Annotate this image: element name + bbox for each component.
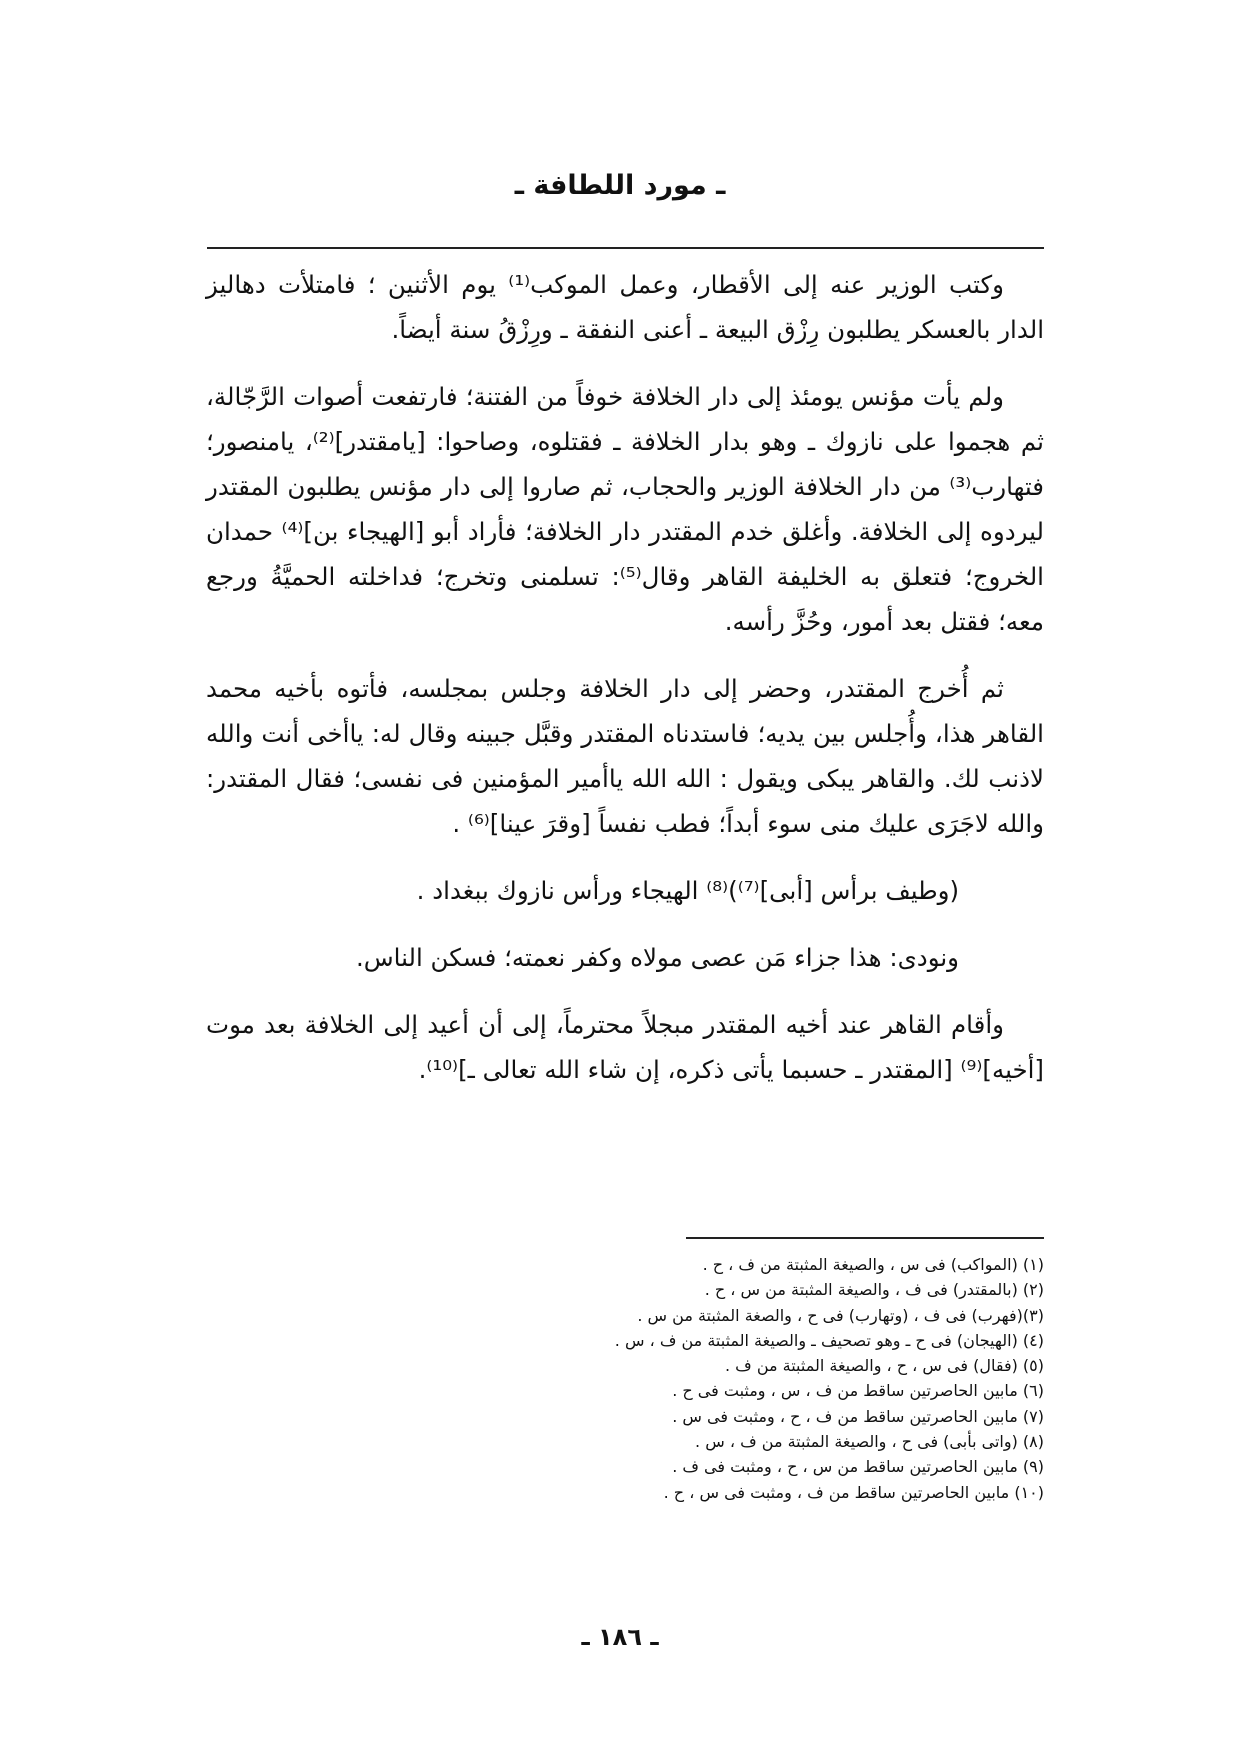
- footnote-4: (٤) (الهيجان) فى ح ـ وهو تصحيف ـ والصيغة المثبتة من ف ، س .: [614, 1330, 1044, 1350]
- footnote-8: (٨) (واتى بأبى) فى ح ، والصيغة المثبتة من ف ، س .: [695, 1432, 1044, 1452]
- footnote-10: (١٠) مابين الحاصرتين ساقط من ف ، ومثبت فى س ، ح .: [663, 1482, 1044, 1502]
- footnote-7: (٧) مابين الحاصرتين ساقط من ف ، ح ، ومثبت فى س .: [672, 1406, 1044, 1426]
- main-text: [206, 262, 1044, 1114]
- footnote-3: (٣)(فهرب) فى ف ، (وتهارب) فى ح ، والصغة المثبتة من س .: [637, 1305, 1044, 1325]
- footnote-5: (٥) (فقال) فى س ، ح ، والصيغة المثبتة من ف .: [724, 1356, 1044, 1376]
- footnotes-list: [424, 1252, 1044, 1505]
- paragraph-6: وأقام القاهر عند أخيه المقتدر مبجلاً محترماً، إلى أن أعيد إلى الخلافة بعد موت [أخيه]⁽⁹⁾ [المقتدر ـ حسبما يأتى ذكره، إن شاء الله تعالى ـ]⁽¹⁰⁾.: [206, 1010, 1044, 1084]
- page-number: ـ ١٨٦ ـ: [581, 1623, 659, 1651]
- paragraph-5: ونودى: هذا جزاء مَن عصى مولاه وكفر نعمته؛ فسكن الناس.: [355, 943, 959, 972]
- footnote-6: (٦) مابين الحاصرتين ساقط من ف ، س ، ومثبت فى ح .: [672, 1381, 1044, 1401]
- running-title: ـ مورد اللطافة ـ: [514, 170, 726, 201]
- header-rule: [207, 247, 1044, 249]
- footnote-1: (١) (المواكب) فى س ، والصيغة المثبتة من ف ، ح .: [702, 1255, 1044, 1274]
- paragraph-3: ثم أُخرج المقتدر، وحضر إلى دار الخلافة وجلس بمجلسه، فأتوه بأخيه محمد القاهر هذا، وأُجلس بين يديه؛ فاستدناه المقتدر وقبَّل جبينه وقال له: ياأخى أنت والله لاذنب لك. والقاهر يبكى ويقول : الله الله ياأمير المؤمنين فى نفسى؛ فقال المقتدر: والله لاجَرَى عليك منى سوء أبداً؛ فطب نفساً [وقرَ عينا]⁽⁶⁾ .: [206, 674, 1044, 838]
- footnote-rule: [686, 1237, 1044, 1239]
- footnote-9: (٩) مابين الحاصرتين ساقط من س ، ح ، ومثبت فى ف .: [672, 1457, 1044, 1477]
- paragraph-4: (وطيف برأس [أبى]⁽⁷⁾)⁽⁸⁾ الهيجاء ورأس نازوك ببغداد .: [416, 876, 959, 905]
- paragraph-2: ولم يأت مؤنس يومئذ إلى دار الخلافة خوفاً من الفتنة؛ فارتفعت أصوات الرَّجّالة، ثم هجموا على نازوك ـ وهو بدار الخلافة ـ فقتلوه، وصاحوا: [يامقتدر]⁽²⁾، يامنصور؛ فتهارب⁽³⁾ من دار الخلافة الوزير والحجاب، ثم صاروا إلى دار مؤنس يطلبون المقتدر ليردوه إلى الخلافة. وأغلق خدم المقتدر دار الخلافة؛ فأراد أبو [الهيجاء بن]⁽⁴⁾ حمدان الخروج؛ فتعلق به الخليفة القاهر وقال⁽⁵⁾: تسلمنى وتخرج؛ فداخلته الحميَّةُ ورجع معه؛ فقتل بعد أمور، وحُزَّ رأسه.: [206, 382, 1044, 636]
- footnote-2: (٢) (بالمقتدر) فى ف ، والصيغة المثبتة من س ، ح .: [704, 1280, 1044, 1300]
- paragraph-1: وكتب الوزير عنه إلى الأقطار، وعمل الموكب⁽¹⁾ يوم الأثنين ؛ فامتلأت دهاليز الدار بالعسكر يطلبون رِزْق البيعة ـ أعنى النفقة ـ ورِزْقُ سنة أيضاً.: [206, 270, 1044, 344]
